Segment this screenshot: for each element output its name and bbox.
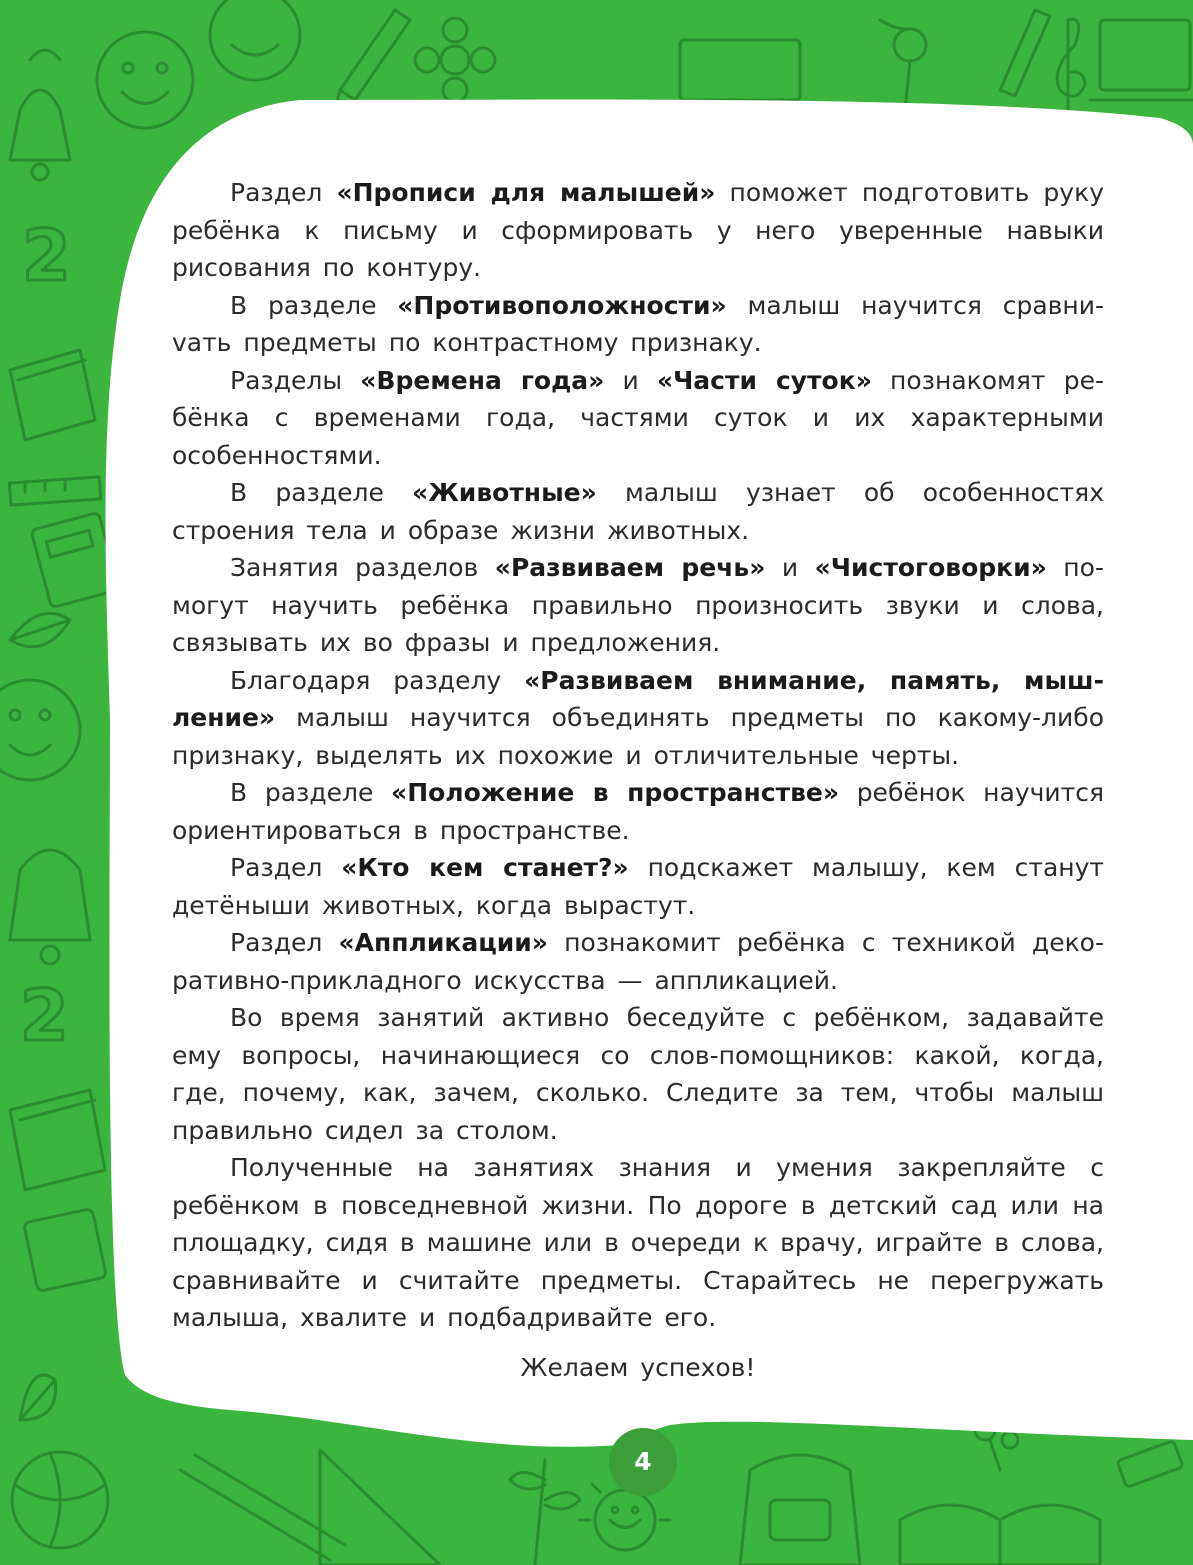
paragraph — [172, 362, 1104, 475]
svg-text:2: 2 — [20, 975, 69, 1057]
section-title: «Аппликации» — [338, 928, 548, 957]
section-title: «Развиваем речь» — [494, 553, 766, 582]
paragraph — [172, 474, 1104, 549]
page-number-badge: 4 — [609, 1428, 677, 1496]
body-text: Раздел — [230, 178, 337, 207]
paragraph — [172, 174, 1104, 287]
body-text: малыш узнает об особенностях строения тела и образе жизни животных. — [172, 478, 1104, 545]
section-title: «Развиваем внимание, память, мышление» — [172, 665, 1104, 732]
body-text: малыш научится сравниvать предметы по контрастному признаку. — [172, 290, 1104, 357]
body-text: Полученные на занятиях знания и умения закрепляйте с ребёнком в повседневной жизни. По дороге в детский сад или на площадку, сидя в машине или в очереди к врачу, играйте в слова, сравнивайте и считайте предметы. Старайтесь не перегружать малыша, хвалите и подбадривайте его. — [172, 1153, 1104, 1332]
paragraph — [172, 662, 1104, 775]
svg-text:2: 2 — [22, 215, 71, 297]
body-text: познакомит ребёнка с техникой декоративно-прикладного искусства — аппликацией. — [172, 928, 1105, 995]
section-title: «Части суток» — [656, 365, 872, 395]
paragraph — [172, 287, 1104, 362]
body-text: и — [604, 365, 657, 395]
body-text: Во время занятий активно беседуйте с ребёнком, задавайте ему вопросы, начинающиеся со слов-помощников: какой, когда, где, почему, как, зачем, сколько. Следите за тем, чтобы малыш правильно сидел за столом. — [172, 1003, 1104, 1145]
body-text: В разделе — [230, 778, 392, 807]
paragraph — [172, 999, 1104, 1149]
section-title: «Прописи для малышей» — [336, 178, 716, 207]
closing-line: Желаем успехов! — [520, 1352, 756, 1382]
section-title: «Времена года» — [360, 365, 605, 395]
paragraph — [172, 774, 1104, 849]
body-text: и — [765, 553, 815, 582]
section-title: «Противоположности» — [397, 290, 727, 320]
paragraph — [172, 924, 1104, 999]
section-title: «Кто кем станет?» — [341, 853, 629, 882]
body-text: Разделы — [230, 365, 361, 395]
body-text: ребёнок научится ориентироваться в пространстве. — [172, 778, 1104, 845]
section-title: «Животные» — [412, 478, 597, 507]
section-title: «Положение в пространстве» — [391, 778, 839, 807]
section-title: «Чистоговорки» — [814, 553, 1047, 582]
body-text: малыш научится объединять предметы по какому-либо признаку, выделять их похожие и отличительные черты. — [172, 703, 1104, 770]
paragraph — [172, 849, 1104, 924]
body-text: поможет подготовить руку ребёнка к письму и сформировать у него уверенные навыки рисования по контуру. — [172, 178, 1104, 282]
paragraph — [172, 549, 1104, 662]
intro-text — [172, 174, 1104, 1386]
body-text: Раздел — [230, 928, 339, 957]
body-text: Благодаря разделу — [230, 665, 525, 695]
paragraph — [172, 1149, 1104, 1337]
body-text: подскажет малышу, кем станут детёныши животных, когда вырастут. — [172, 853, 1104, 920]
body-text: В разделе — [230, 290, 398, 320]
body-text: познакомят ребёнка с временами года, частями суток и их характерными особенностями. — [172, 365, 1104, 470]
body-text: Занятия разделов — [230, 553, 495, 582]
body-text: Раздел — [230, 853, 342, 882]
body-text: помогут научить ребёнка правильно произносить звуки и слова, связывать их во фразы и предложения. — [172, 553, 1104, 657]
body-text: В разделе — [230, 478, 413, 507]
